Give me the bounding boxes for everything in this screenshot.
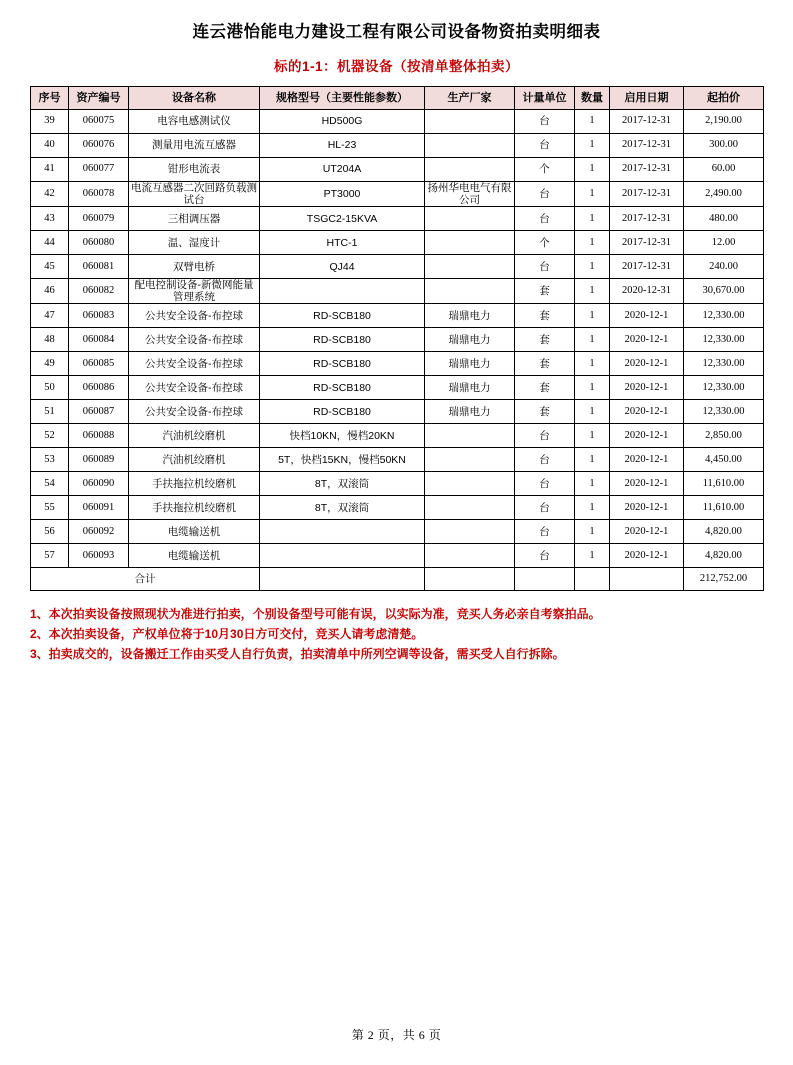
note-line-2: 2、本次拍卖设备，产权单位将于10月30日方可交付，竞买人请考虑清楚。 bbox=[30, 627, 424, 642]
cell-unit: 套 bbox=[515, 279, 575, 304]
cell-maker bbox=[425, 424, 515, 448]
cell-qty: 1 bbox=[575, 448, 610, 472]
cell-unit: 台 bbox=[515, 134, 575, 158]
cell-date: 2017-12-31 bbox=[610, 134, 684, 158]
cell-name: 公共安全设备-布控球 bbox=[129, 352, 260, 376]
cell-date: 2020-12-1 bbox=[610, 520, 684, 544]
cell-model: RD-SCB180 bbox=[260, 352, 425, 376]
cell-qty: 1 bbox=[575, 110, 610, 134]
cell-qty: 1 bbox=[575, 400, 610, 424]
cell-seq: 43 bbox=[31, 207, 69, 231]
cell-date: 2020-12-1 bbox=[610, 544, 684, 568]
cell-asset-no: 060082 bbox=[69, 279, 129, 304]
cell-model: RD-SCB180 bbox=[260, 328, 425, 352]
cell-seq: 48 bbox=[31, 328, 69, 352]
cell-asset-no: 060077 bbox=[69, 158, 129, 182]
table-row bbox=[31, 496, 764, 520]
cell-asset-no: 060076 bbox=[69, 134, 129, 158]
cell-unit: 套 bbox=[515, 304, 575, 328]
cell-name: 电容电感测试仪 bbox=[129, 110, 260, 134]
table-row bbox=[31, 376, 764, 400]
col-header-asset-no: 资产编号 bbox=[69, 87, 129, 110]
cell-model: TSGC2-15KVA bbox=[260, 207, 425, 231]
equipment-table bbox=[30, 86, 764, 591]
cell-seq: 46 bbox=[31, 279, 69, 304]
cell-price: 4,820.00 bbox=[684, 520, 764, 544]
cell-asset-no: 060087 bbox=[69, 400, 129, 424]
cell-maker bbox=[425, 544, 515, 568]
cell-asset-no: 060079 bbox=[69, 207, 129, 231]
total-blank-qty bbox=[575, 568, 610, 591]
cell-asset-no: 060093 bbox=[69, 544, 129, 568]
cell-date: 2017-12-31 bbox=[610, 158, 684, 182]
cell-date: 2020-12-1 bbox=[610, 328, 684, 352]
cell-unit: 台 bbox=[515, 544, 575, 568]
table-row bbox=[31, 328, 764, 352]
cell-unit: 台 bbox=[515, 424, 575, 448]
cell-name: 温、湿度计 bbox=[129, 231, 260, 255]
cell-model: RD-SCB180 bbox=[260, 376, 425, 400]
cell-qty: 1 bbox=[575, 328, 610, 352]
notes-block bbox=[30, 605, 763, 664]
table-row bbox=[31, 207, 764, 231]
cell-price: 12.00 bbox=[684, 231, 764, 255]
cell-name: 钳形电流表 bbox=[129, 158, 260, 182]
cell-price: 12,330.00 bbox=[684, 352, 764, 376]
cell-model: QJ44 bbox=[260, 255, 425, 279]
cell-date: 2020-12-1 bbox=[610, 304, 684, 328]
cell-unit: 套 bbox=[515, 328, 575, 352]
cell-seq: 57 bbox=[31, 544, 69, 568]
cell-date: 2020-12-1 bbox=[610, 352, 684, 376]
cell-maker: 瑞鼎电力 bbox=[425, 352, 515, 376]
cell-qty: 1 bbox=[575, 352, 610, 376]
cell-name: 公共安全设备-布控球 bbox=[129, 304, 260, 328]
cell-name: 汽油机绞磨机 bbox=[129, 448, 260, 472]
total-blank-maker bbox=[425, 568, 515, 591]
cell-name: 电缆输送机 bbox=[129, 520, 260, 544]
cell-unit: 台 bbox=[515, 110, 575, 134]
cell-seq: 54 bbox=[31, 472, 69, 496]
table-row bbox=[31, 472, 764, 496]
cell-maker bbox=[425, 231, 515, 255]
col-header-name: 设备名称 bbox=[129, 87, 260, 110]
cell-maker: 瑞鼎电力 bbox=[425, 376, 515, 400]
cell-name: 三相调压器 bbox=[129, 207, 260, 231]
col-header-unit: 计量单位 bbox=[515, 87, 575, 110]
cell-maker bbox=[425, 496, 515, 520]
table-row bbox=[31, 448, 764, 472]
cell-asset-no: 060078 bbox=[69, 182, 129, 207]
cell-unit: 台 bbox=[515, 448, 575, 472]
cell-unit: 台 bbox=[515, 207, 575, 231]
cell-unit: 套 bbox=[515, 400, 575, 424]
cell-seq: 56 bbox=[31, 520, 69, 544]
cell-name: 电缆输送机 bbox=[129, 544, 260, 568]
cell-seq: 47 bbox=[31, 304, 69, 328]
table-row bbox=[31, 279, 764, 304]
table-row bbox=[31, 304, 764, 328]
cell-price: 30,670.00 bbox=[684, 279, 764, 304]
cell-name: 测量用电流互感器 bbox=[129, 134, 260, 158]
cell-asset-no: 060089 bbox=[69, 448, 129, 472]
cell-qty: 1 bbox=[575, 376, 610, 400]
table-row bbox=[31, 110, 764, 134]
cell-model bbox=[260, 279, 425, 304]
cell-date: 2020-12-1 bbox=[610, 376, 684, 400]
cell-asset-no: 060080 bbox=[69, 231, 129, 255]
cell-qty: 1 bbox=[575, 255, 610, 279]
cell-price: 2,190.00 bbox=[684, 110, 764, 134]
cell-asset-no: 060086 bbox=[69, 376, 129, 400]
cell-date: 2020-12-1 bbox=[610, 424, 684, 448]
note-line-3: 3、拍卖成交的，设备搬迁工作由买受人自行负责，拍卖清单中所列空调等设备，需买受人自行拆除。 bbox=[30, 646, 565, 661]
cell-name: 公共安全设备-布控球 bbox=[129, 400, 260, 424]
cell-seq: 42 bbox=[31, 182, 69, 207]
cell-maker bbox=[425, 472, 515, 496]
table-row bbox=[31, 182, 764, 207]
cell-price: 11,610.00 bbox=[684, 472, 764, 496]
cell-date: 2017-12-31 bbox=[610, 255, 684, 279]
cell-qty: 1 bbox=[575, 520, 610, 544]
cell-seq: 39 bbox=[31, 110, 69, 134]
cell-maker: 扬州华电电气有限公司 bbox=[425, 182, 515, 207]
page-title: 连云港怡能电力建设工程有限公司设备物资拍卖明细表 bbox=[192, 23, 601, 41]
cell-name: 公共安全设备-布控球 bbox=[129, 328, 260, 352]
cell-price: 60.00 bbox=[684, 158, 764, 182]
cell-asset-no: 060085 bbox=[69, 352, 129, 376]
cell-asset-no: 060090 bbox=[69, 472, 129, 496]
cell-asset-no: 060084 bbox=[69, 328, 129, 352]
cell-asset-no: 060081 bbox=[69, 255, 129, 279]
cell-date: 2020-12-1 bbox=[610, 400, 684, 424]
cell-qty: 1 bbox=[575, 182, 610, 207]
cell-name: 公共安全设备-布控球 bbox=[129, 376, 260, 400]
cell-maker bbox=[425, 207, 515, 231]
table-row bbox=[31, 231, 764, 255]
cell-model: HD500G bbox=[260, 110, 425, 134]
col-header-model: 规格型号（主要性能参数） bbox=[260, 87, 425, 110]
cell-seq: 40 bbox=[31, 134, 69, 158]
cell-date: 2020-12-1 bbox=[610, 472, 684, 496]
cell-unit: 台 bbox=[515, 520, 575, 544]
cell-seq: 49 bbox=[31, 352, 69, 376]
cell-seq: 44 bbox=[31, 231, 69, 255]
cell-model: RD-SCB180 bbox=[260, 400, 425, 424]
cell-qty: 1 bbox=[575, 472, 610, 496]
note-line-1: 1、本次拍卖设备按照现状为准进行拍卖，个别设备型号可能有误，以实际为准，竞买人务必亲自考察拍品。 bbox=[30, 607, 601, 622]
page-subtitle: 标的1-1：机器设备（按清单整体拍卖） bbox=[273, 59, 519, 74]
cell-name: 电流互感器二次回路负载测试台 bbox=[129, 182, 260, 207]
cell-unit: 套 bbox=[515, 352, 575, 376]
cell-unit: 台 bbox=[515, 182, 575, 207]
cell-price: 2,850.00 bbox=[684, 424, 764, 448]
cell-qty: 1 bbox=[575, 279, 610, 304]
cell-model: HTC-1 bbox=[260, 231, 425, 255]
cell-asset-no: 060092 bbox=[69, 520, 129, 544]
cell-qty: 1 bbox=[575, 424, 610, 448]
cell-price: 12,330.00 bbox=[684, 400, 764, 424]
cell-qty: 1 bbox=[575, 304, 610, 328]
table-row bbox=[31, 544, 764, 568]
cell-asset-no: 060088 bbox=[69, 424, 129, 448]
cell-model: 快档10KN，慢档20KN bbox=[260, 424, 425, 448]
total-blank-date bbox=[610, 568, 684, 591]
cell-qty: 1 bbox=[575, 496, 610, 520]
cell-model: UT204A bbox=[260, 158, 425, 182]
cell-unit: 台 bbox=[515, 255, 575, 279]
cell-asset-no: 060083 bbox=[69, 304, 129, 328]
cell-qty: 1 bbox=[575, 134, 610, 158]
cell-name: 配电控制设备-新微网能量管理系统 bbox=[129, 279, 260, 304]
cell-qty: 1 bbox=[575, 158, 610, 182]
table-total-row bbox=[31, 568, 764, 591]
cell-model bbox=[260, 544, 425, 568]
cell-price: 12,330.00 bbox=[684, 328, 764, 352]
cell-unit: 个 bbox=[515, 158, 575, 182]
table-row bbox=[31, 400, 764, 424]
cell-price: 480.00 bbox=[684, 207, 764, 231]
table-row bbox=[31, 424, 764, 448]
cell-seq: 41 bbox=[31, 158, 69, 182]
cell-name: 手扶拖拉机绞磨机 bbox=[129, 496, 260, 520]
cell-model bbox=[260, 520, 425, 544]
cell-maker: 瑞鼎电力 bbox=[425, 400, 515, 424]
cell-price: 12,330.00 bbox=[684, 304, 764, 328]
total-blank-model bbox=[260, 568, 425, 591]
table-row bbox=[31, 158, 764, 182]
cell-date: 2017-12-31 bbox=[610, 110, 684, 134]
cell-model: PT3000 bbox=[260, 182, 425, 207]
cell-maker: 瑞鼎电力 bbox=[425, 328, 515, 352]
cell-seq: 52 bbox=[31, 424, 69, 448]
cell-model: 5T，快档15KN，慢档50KN bbox=[260, 448, 425, 472]
cell-price: 12,330.00 bbox=[684, 376, 764, 400]
cell-qty: 1 bbox=[575, 207, 610, 231]
cell-maker bbox=[425, 255, 515, 279]
cell-unit: 台 bbox=[515, 472, 575, 496]
total-blank-unit bbox=[515, 568, 575, 591]
table-row bbox=[31, 520, 764, 544]
cell-maker bbox=[425, 110, 515, 134]
cell-seq: 50 bbox=[31, 376, 69, 400]
cell-maker bbox=[425, 158, 515, 182]
cell-price: 11,610.00 bbox=[684, 496, 764, 520]
cell-model: RD-SCB180 bbox=[260, 304, 425, 328]
cell-unit: 台 bbox=[515, 496, 575, 520]
cell-date: 2020-12-31 bbox=[610, 279, 684, 304]
cell-date: 2020-12-1 bbox=[610, 448, 684, 472]
cell-maker bbox=[425, 134, 515, 158]
cell-date: 2017-12-31 bbox=[610, 231, 684, 255]
col-header-maker: 生产厂家 bbox=[425, 87, 515, 110]
cell-name: 手扶拖拉机绞磨机 bbox=[129, 472, 260, 496]
total-label: 合计 bbox=[31, 568, 260, 591]
cell-unit: 套 bbox=[515, 376, 575, 400]
cell-price: 4,450.00 bbox=[684, 448, 764, 472]
table-row bbox=[31, 134, 764, 158]
cell-maker bbox=[425, 279, 515, 304]
table-header-row bbox=[31, 87, 764, 110]
cell-seq: 53 bbox=[31, 448, 69, 472]
cell-price: 2,490.00 bbox=[684, 182, 764, 207]
cell-qty: 1 bbox=[575, 231, 610, 255]
cell-date: 2017-12-31 bbox=[610, 207, 684, 231]
col-header-price: 起拍价 bbox=[684, 87, 764, 110]
page-footer: 第 2 页，共 6 页 bbox=[351, 1028, 442, 1042]
table-row bbox=[31, 352, 764, 376]
col-header-qty: 数量 bbox=[575, 87, 610, 110]
cell-name: 汽油机绞磨机 bbox=[129, 424, 260, 448]
cell-price: 240.00 bbox=[684, 255, 764, 279]
col-header-date: 启用日期 bbox=[610, 87, 684, 110]
cell-maker bbox=[425, 448, 515, 472]
cell-model: HL-23 bbox=[260, 134, 425, 158]
cell-date: 2017-12-31 bbox=[610, 182, 684, 207]
cell-seq: 45 bbox=[31, 255, 69, 279]
cell-qty: 1 bbox=[575, 544, 610, 568]
document-page bbox=[0, 18, 793, 1065]
cell-name: 双臂电桥 bbox=[129, 255, 260, 279]
cell-price: 4,820.00 bbox=[684, 544, 764, 568]
cell-seq: 51 bbox=[31, 400, 69, 424]
cell-asset-no: 060091 bbox=[69, 496, 129, 520]
cell-price: 300.00 bbox=[684, 134, 764, 158]
table-row bbox=[31, 255, 764, 279]
col-header-seq: 序号 bbox=[31, 87, 69, 110]
cell-unit: 个 bbox=[515, 231, 575, 255]
cell-model: 8T，双滚筒 bbox=[260, 496, 425, 520]
cell-maker bbox=[425, 520, 515, 544]
cell-date: 2020-12-1 bbox=[610, 496, 684, 520]
cell-seq: 55 bbox=[31, 496, 69, 520]
cell-asset-no: 060075 bbox=[69, 110, 129, 134]
cell-maker: 瑞鼎电力 bbox=[425, 304, 515, 328]
total-value: 212,752.00 bbox=[684, 568, 764, 591]
cell-model: 8T，双滚筒 bbox=[260, 472, 425, 496]
